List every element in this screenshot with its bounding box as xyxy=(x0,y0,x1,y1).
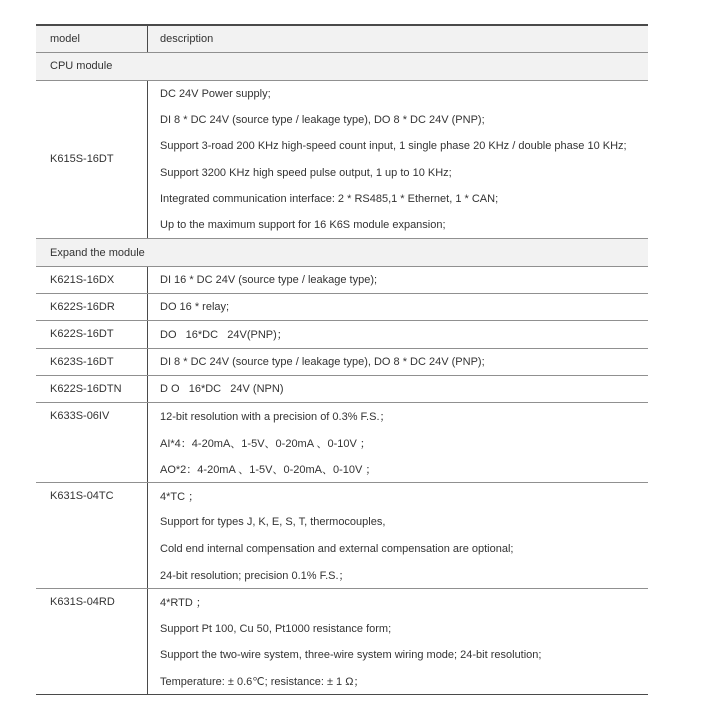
description-line: 4*TC ； xyxy=(160,491,200,504)
model-cell xyxy=(36,403,148,482)
model-cell xyxy=(36,376,148,402)
column-header-description: description xyxy=(160,33,214,46)
description-line: Support 3-road 200 KHz high-speed count input, 1 single phase 20 KHz / double phase 10 KHz; xyxy=(160,140,627,153)
table-row xyxy=(36,321,648,348)
section-label: Expand the module xyxy=(50,246,145,259)
description-cell xyxy=(148,294,648,320)
section-label: CPU module xyxy=(50,60,113,73)
description-line: DI 8 * DC 24V (source type / leakage type), DO 8 * DC 24V (PNP); xyxy=(160,355,485,368)
description-cell xyxy=(148,349,648,375)
table-row xyxy=(36,81,648,240)
section-row xyxy=(36,53,648,80)
model-cell xyxy=(36,589,148,694)
section-cell xyxy=(36,53,648,79)
description-line: DO 16 * relay; xyxy=(160,301,230,314)
description-line: 12-bit resolution with a precision of 0.3% F.S.； xyxy=(160,411,391,424)
description-cell xyxy=(148,267,648,293)
model-cell xyxy=(36,483,148,588)
table-row xyxy=(36,267,648,294)
section-row xyxy=(36,239,648,266)
model-cell xyxy=(36,81,148,239)
description-cell xyxy=(148,81,648,239)
spec-table xyxy=(36,24,648,695)
description-line: Temperature: ± 0.6℃; resistance: ± 1 Ω； xyxy=(160,676,365,689)
description-line: Support Pt 100, Cu 50, Pt1000 resistance form; xyxy=(160,622,392,635)
section-cell xyxy=(36,239,648,265)
description-cell xyxy=(148,483,648,588)
column-header-description-cell xyxy=(148,26,648,52)
description-line: DC 24V Power supply; xyxy=(160,87,271,100)
model-cell xyxy=(36,267,148,293)
description-line: Support 3200 KHz high speed pulse output, 1 up to 10 KHz; xyxy=(160,166,452,179)
description-cell xyxy=(148,403,648,482)
model-label: K633S-06IV xyxy=(50,410,110,423)
model-cell xyxy=(36,349,148,375)
description-line: DI 16 * DC 24V (source type / leakage type); xyxy=(160,273,378,286)
model-label: K631S-04TC xyxy=(50,490,114,503)
description-line: AO*2：4-20mA 、1-5V、0-20mA、0-10V ； xyxy=(160,463,377,476)
description-line: D O 16*DC 24V (NPN) xyxy=(160,383,284,395)
column-header-model-cell xyxy=(36,26,148,52)
model-label: K622S-16DT xyxy=(50,328,114,341)
description-line: Up to the maximum support for 16 K6S module expansion; xyxy=(160,219,446,232)
model-cell xyxy=(36,294,148,320)
description-line: Support the two-wire system, three-wire system wiring mode; 24-bit resolution; xyxy=(160,648,542,661)
description-line: Cold end internal compensation and external compensation are optional; xyxy=(160,542,514,555)
model-label: K622S-16DTN xyxy=(50,383,122,395)
description-cell xyxy=(148,376,648,402)
table-row xyxy=(36,483,648,589)
table-row xyxy=(36,349,648,376)
table-row xyxy=(36,294,648,321)
description-line: DO 16*DC 24V(PNP)； xyxy=(160,329,288,342)
model-label: K623S-16DT xyxy=(50,355,114,368)
table-row xyxy=(36,376,648,403)
table-row xyxy=(36,589,648,694)
model-label: K622S-16DR xyxy=(50,301,115,314)
model-cell xyxy=(36,321,148,347)
description-line: Support for types J, K, E, S, T, thermocouples, xyxy=(160,516,386,529)
description-line: Integrated communication interface: 2 * RS485,1 * Ethernet, 1 * CAN; xyxy=(160,192,499,205)
description-line: 4*RTD ； xyxy=(160,597,207,610)
table-header-row xyxy=(36,26,648,53)
table-row xyxy=(36,403,648,483)
column-header-model: model xyxy=(50,33,80,46)
model-label: K631S-04RD xyxy=(50,596,115,609)
description-line: DI 8 * DC 24V (source type / leakage type), DO 8 * DC 24V (PNP); xyxy=(160,114,485,127)
description-cell xyxy=(148,589,648,694)
model-label: K615S-16DT xyxy=(50,153,114,166)
description-cell xyxy=(148,321,648,347)
description-line: 24-bit resolution; precision 0.1% F.S.； xyxy=(160,570,350,583)
description-line: AI*4：4-20mA、1-5V、0-20mA 、0-10V ； xyxy=(160,437,371,450)
model-label: K621S-16DX xyxy=(50,273,115,286)
